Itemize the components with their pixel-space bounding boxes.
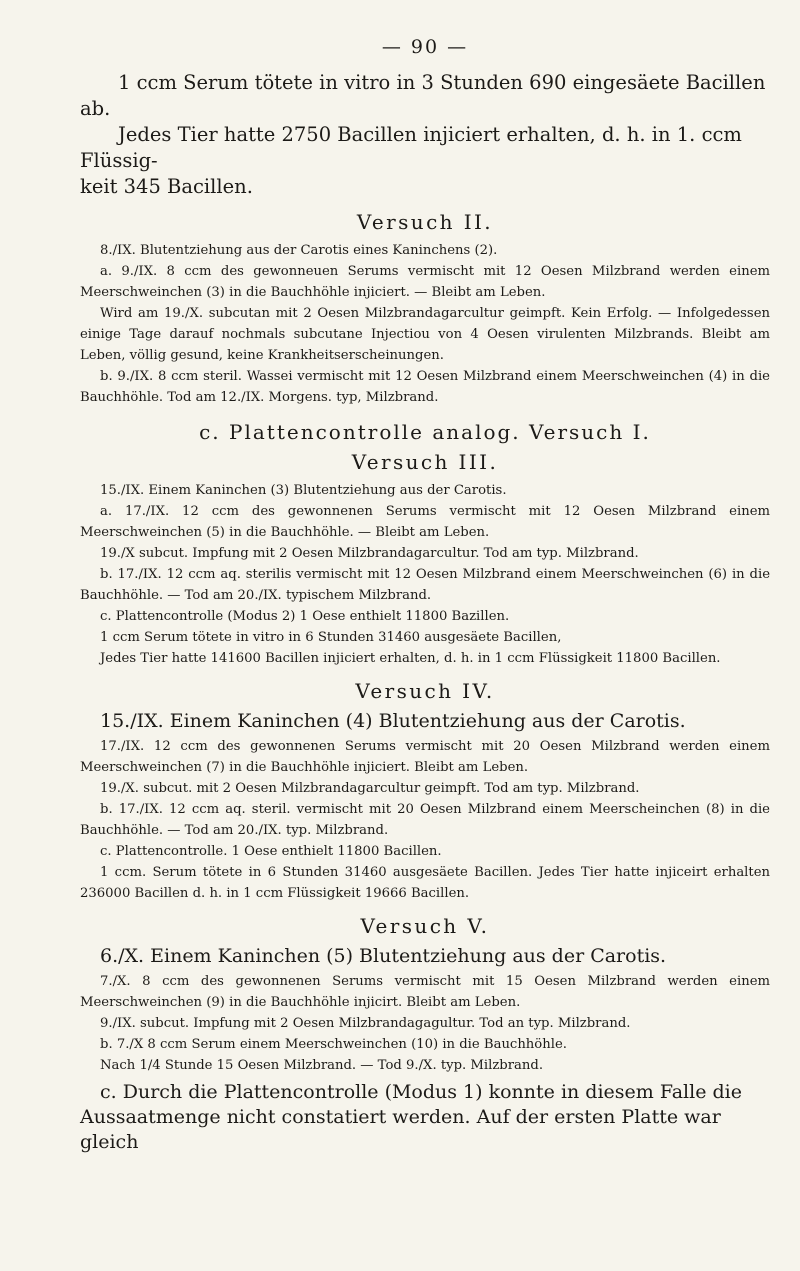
v5-paragraph-1: 6./X. Einem Kaninchen (5) Blutentziehung aus der Carotis. <box>100 945 667 967</box>
v3-paragraph-1: 15./IX. Einem Kaninchen (3) Blutentziehung aus der Carotis. <box>100 483 507 498</box>
v3-paragraph-6: 1 ccm Serum tötete in vitro in 6 Stunden 31460 ausgesäete Bacillen, <box>100 630 562 645</box>
v4-paragraph-4: b. 17./IX. 12 ccm aq. steril. vermischt mit 20 Oesen Milzbrand einem Meerscheinchen (8) in die Bauchhöhle. — Tod am 20./IX. typ. Milzbrand. <box>80 802 770 838</box>
v3-paragraph-3: 19./X subcut. Impfung mit 2 Oesen Milzbrandagarcultur. Tod am typ. Milzbrand. <box>100 546 639 561</box>
intro-line-3: keit 345 Bacillen. <box>80 175 253 198</box>
intro-line-2: Jedes Tier hatte 2750 Bacillen injiciert erhalten, d. h. in 1. ccm Flüssig- <box>80 123 742 172</box>
v2-paragraph-3: Wird am 19./X. subcutan mit 2 Oesen Milzbrandagarcultur geimpft. Kein Erfolg. — Infolgedessen einige Tage darauf nochmals subcutane Injectiou von 4 Oesen virulenten Milzbrands. Bleibt am Leben, völlig gesund, keine Krankheitserscheinungen. <box>80 306 770 363</box>
v3-paragraph-4: b. 17./IX. 12 ccm aq. sterilis vermischt mit 12 Oesen Milzbrand einem Meerschweinchen (6) in die Bauchhöhle. — Tod am 20./IX. typischem Milzbrand. <box>80 567 770 603</box>
versuch-5-heading: Versuch V. <box>360 914 490 938</box>
v4-paragraph-6: 1 ccm. Serum tötete in 6 Stunden 31460 ausgesäete Bacillen. Jedes Tier hatte injiceirt erhalten 236000 Bacillen d. h. in 1 ccm Flüssigkeit 19666 Bacillen. <box>80 865 770 901</box>
v4-paragraph-5: c. Plattencontrolle. 1 Oese enthielt 11800 Bacillen. <box>100 844 442 859</box>
v4-paragraph-1: 15./IX. Einem Kaninchen (4) Blutentziehung aus der Carotis. <box>100 710 686 732</box>
versuch-3-heading: Versuch III. <box>351 450 499 474</box>
v4-paragraph-2: 17./IX. 12 ccm des gewonnenen Serums vermischt mit 20 Oesen Milzbrand werden einem Meerschweinchen (7) in die Bauchhöhle injiciert. Bleibt am Leben. <box>80 739 770 775</box>
v3-paragraph-7: Jedes Tier hatte 141600 Bacillen injiciert erhalten, d. h. in 1 ccm Flüssigkeit 11800 Bacillen. <box>100 651 721 666</box>
versuch-2-heading: Versuch II. <box>356 210 494 234</box>
v5-paragraph-3: 9./IX. subcut. Impfung mit 2 Oesen Milzbrandagagultur. Tod an typ. Milzbrand. <box>100 1016 631 1031</box>
v3-paragraph-2: a. 17./IX. 12 ccm des gewonnenen Serums vermischt mit 12 Oesen Milzbrand einem Meerschweinchen (5) in die Bauchhöhle. — Bleibt am Leben. <box>80 504 770 540</box>
v2-paragraph-4: b. 9./IX. 8 ccm steril. Wassei vermischt mit 12 Oesen Milzbrand einem Meerschweinchen (4) in die Bauchhöhle. Tod am 12./IX. Morgens. typ, Milzbrand. <box>80 369 770 405</box>
v5-paragraph-6b: Aussaatmenge nicht constatiert werden. Auf der ersten Platte war gleich <box>80 1106 721 1153</box>
intro-line-1: 1 ccm Serum tötete in vitro in 3 Stunden 690 eingesäete Bacillen ab. <box>80 71 766 120</box>
v2-paragraph-2: a. 9./IX. 8 ccm des gewonneuen Serums vermischt mit 12 Oesen Milzbrand werden einem Meerschweinchen (3) in die Bauchhöhle injiciert. — Bleibt am Leben. <box>80 264 770 300</box>
versuch-4-heading: Versuch IV. <box>355 679 495 703</box>
v5-paragraph-2: 7./X. 8 ccm des gewonnenen Serums vermischt mit 15 Oesen Milzbrand werden einem Meerschweinchen (9) in die Bauchhöhle injicirt. Bleibt am Leben. <box>80 974 770 1010</box>
page-number: — 90 — <box>381 36 469 58</box>
v3-paragraph-5: c. Plattencontrolle (Modus 2) 1 Oese enthielt 11800 Bazillen. <box>100 609 510 624</box>
v2-plattencontrolle-heading: c. Plattencontrolle analog. Versuch I. <box>199 420 651 444</box>
v5-paragraph-5: Nach 1/4 Stunde 15 Oesen Milzbrand. — Tod 9./X. typ. Milzbrand. <box>100 1058 544 1073</box>
v2-paragraph-1: 8./IX. Blutentziehung aus der Carotis eines Kaninchens (2). <box>100 243 498 258</box>
v4-paragraph-3: 19./X. subcut. mit 2 Oesen Milzbrandagarcultur geimpft. Tod am typ. Milzbrand. <box>100 781 640 796</box>
v5-paragraph-4: b. 7./X 8 ccm Serum einem Meerschweinchen (10) in die Bauchhöhle. <box>100 1037 567 1052</box>
document-page <box>80 36 770 1157</box>
v5-paragraph-6a: c. Durch die Plattencontrolle (Modus 1) konnte in diesem Falle die <box>100 1081 742 1103</box>
